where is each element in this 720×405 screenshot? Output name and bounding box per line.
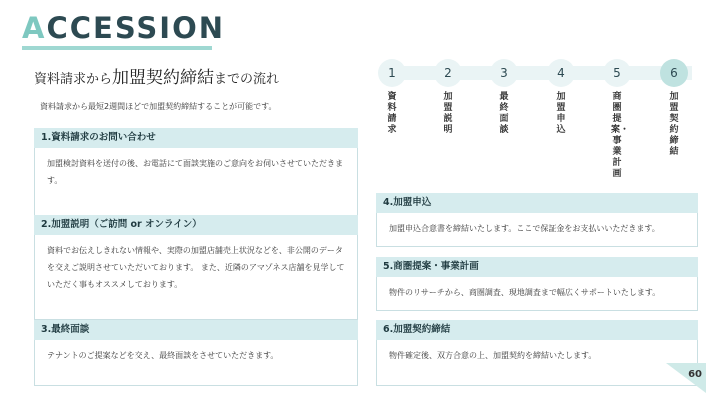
timeline-step-1: 1: [378, 59, 406, 87]
step-body: 資料でお伝えしきれない情報や、実際の加盟店舗売上状況などを、非公開のデータを交えご説明させていただいております。 また、近隣のアマゾネス店舗を見学していただく事もオススメしております。: [34, 235, 358, 320]
step-title: 6.加盟契約締結: [376, 320, 698, 340]
progress-timeline: [378, 59, 698, 87]
timeline-track: [384, 66, 692, 80]
step-card-1: [34, 128, 358, 220]
step-body: テナントのご提案などを交え、最終面談をさせていただきます。: [34, 340, 358, 386]
timeline-step-5: 5: [603, 59, 631, 87]
step-card-4: [376, 193, 698, 247]
step-card-6: [376, 320, 698, 386]
step-card-5: [376, 257, 698, 311]
brand-logo: ACCESSION: [22, 11, 226, 45]
step-title: 4.加盟申込: [376, 193, 698, 213]
step-card-2: [34, 215, 358, 320]
step-body: 加盟検討資料を送付の後、お電話にて面談実施のご意向をお伺いさせていただきます。: [34, 148, 358, 220]
step-title: 5.商圏提案・事業計画: [376, 257, 698, 277]
step-card-3: [34, 320, 358, 386]
step-body: 物件確定後、双方合意の上、加盟契約を締結いたします。: [376, 340, 698, 386]
timeline-step-3: 3: [490, 59, 518, 87]
timeline-label-5: 商圏提案・事業計画: [611, 92, 630, 179]
step-body: 加盟申込合意書を締結いたします。ここで保証金をお支払いいただきます。: [376, 213, 698, 247]
timeline-step-6: 6: [660, 59, 688, 87]
timeline-step-4: 4: [547, 59, 575, 87]
page-title: 資料請求から加盟契約締結までの流れ: [34, 68, 280, 88]
logo-underline: [22, 46, 212, 50]
timeline-label-6: 加盟契約締結: [669, 92, 679, 157]
page-number: 60: [688, 369, 702, 380]
step-title: 2.加盟説明（ご訪問 or オンライン）: [34, 215, 358, 235]
step-title: 3.最終面談: [34, 320, 358, 340]
step-title: 1.資料請求のお問い合わせ: [34, 128, 358, 148]
timeline-label-1: 資料請求: [387, 92, 397, 135]
timeline-label-4: 加盟申込: [556, 92, 566, 135]
page-subtitle: 資料請求から最短2週間ほどで加盟契約締結することが可能です。: [40, 102, 277, 111]
title-emphasis: 加盟契約締結: [112, 68, 215, 88]
timeline-label-2: 加盟説明: [443, 92, 453, 135]
page-number-badge: [666, 363, 706, 393]
timeline-step-2: 2: [434, 59, 462, 87]
step-body: 物件のリサーチから、商圏調査、現地調査まで幅広くサポートいたします。: [376, 277, 698, 311]
timeline-label-3: 最終面談: [499, 92, 509, 135]
